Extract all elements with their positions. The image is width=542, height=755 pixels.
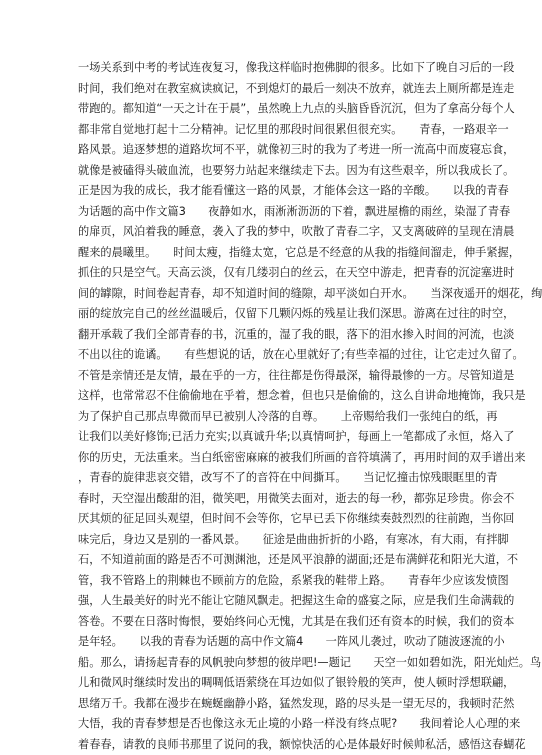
text-line: 带跑的。都知道“一天之计在于晨”，虽然晚上九点的头脑昏昏沉沉，但为了拿高分每个人	[78, 99, 428, 120]
text-line: 石，不知道前面的路是否不可测渊池，还是风平浪静的湖面;还是布满鲜花和阳光大道，不	[78, 550, 428, 571]
text-line: 是年轻。 以我的青春为话题的高中作文篇4 一阵风儿袭过，吹动了随波逐流的小	[78, 632, 428, 653]
text-line: 路风景。追逐梦想的道路坎坷不平，就像初三时的我为了考进一所一流高中而废寝忘食，	[78, 140, 428, 161]
text-line: 不管是亲情还是友情，最在乎的一方，往往都是伤得最深，输得最惨的一方。尽管知道是	[78, 366, 428, 387]
text-line: 着春春，请教的良师书那里了说问的我，额惊快活的心是体最好时候帅私活，感悟这春蝴花	[78, 735, 428, 755]
text-line: 大悟，我的青春梦想是否也像这永无止境的小路一样没有终点呢? 我间着论人心理的来	[78, 714, 428, 735]
text-line: ，青春的旋律悲哀交错，改写不了的音符在中间撕耳。 当记忆撞击惊残眼眶里的青	[78, 468, 428, 489]
text-line: 一场关系到中考的考试连夜复习，像我这样临时抱佛脚的很多。比如下了晚自习后的一段	[78, 58, 428, 79]
text-line: 管，我不管路上的荆棘也不顾前方的危险，系紧我的鞋带上路。 青春年少应该发愤图	[78, 571, 428, 592]
text-line: 翻开承载了我们全部青春的书，沉重的，湿了我的眼，落下的泪水掺入时间的河流，也淡	[78, 325, 428, 346]
text-line: 间的罅隙，时间卷起青春，却不知道时间的缝隙，却平淡如白开水。 当深夜遥开的烟花，绚	[78, 284, 428, 305]
text-line: 为话题的高中作文篇3 夜静如水，雨淅淅沥沥的下着，飘进屋檐的雨丝，染湿了青春	[78, 202, 428, 223]
essay-text	[78, 58, 428, 566]
text-line: 为了保护自己那点卑微而早已被别人冷落的自尊。 上帝赐给我们一张纯白的纸，再	[78, 407, 428, 428]
text-line: 正是因为我的成长，我才能看懂这一路的风景，才能体会这一路的辛酸。 以我的青春	[78, 181, 428, 202]
text-line: 春时，天空湿出酸甜的泪，微笑吧，用微笑去面对，逝去的每一秒，都弥足珍贵。你会不	[78, 489, 428, 510]
text-line: 醒来的晨曦里。 时间太瘦，指缝太宽，它总是不经意的从我的指缝间溜走，伸手紧握，	[78, 243, 428, 264]
text-line: 你的历史，无法重来。当白纸密密麻麻的被我们所画的音符填满了，再用时间的双手谱出来	[78, 448, 428, 469]
text-line: 让我们以美好修饰;已活力充实;以真诚升华;以真情呵护，每画上一笔都成了永恒，烙入了	[78, 427, 428, 448]
text-line: 不出以往的诡谲。 有些想说的话，放在心里就好了;有些幸福的过往，让它走过久留了。	[78, 345, 428, 366]
text-line: 答卷。不要在日落时悔恨，要始终问心无愧，尤其是在我们还有资本的时候，我们的资本	[78, 612, 428, 633]
text-line: 丽的绽放完自己的丝丝温暖后，仅留下几颗闪烁的残星让我们深思。游离在过往的时空，	[78, 304, 428, 325]
text-line: 都非常自觉地打起十二分精神。记忆里的那段时间很累但很充实。 青春，一路艰辛一	[78, 120, 428, 141]
text-line: 味完后，身边又是别的一番风景。 征途是曲曲折折的小路，有寒冰，有大雨，有拌脚	[78, 530, 428, 551]
text-line: 就像是被磕得头破血流，也要努力站起来继续走下去。因为有这些艰辛，所以我成长了。	[78, 161, 428, 182]
text-line: 这样，也常常忍不住偷偷地在乎着，想念着，但也只是偷偷的，这么自讲命地掩饰，我只是	[78, 386, 428, 407]
text-line: 思绪万千。我都在漫步在蜿蜒幽静小路，猛然发现，路的尽头是一望无尽的，我顿时茫然	[78, 694, 428, 715]
text-line: 厌其烦的征足回头观望，但时间不会等你，它早已丢下你继续奏鼓烈烈的往前跑，当你回	[78, 509, 428, 530]
text-line: 的扉页，风泊着我的睡意，袭入了我的梦中，吹散了青春二字，又支离破碎的呈现在清晨	[78, 222, 428, 243]
text-line: 时间，我们绝对在教室疯读疯记，不到熄灯的最后一刻决不放弃，就连去上厕所都是连走	[78, 79, 428, 100]
text-line: 抓住的只是空气。天高云淡，仅有几缕羽白的丝云，在天空中游走，把青春的沉淀塞进时	[78, 263, 428, 284]
text-line: 强，人生最美好的时光不能让它随风飘走。把握这生命的盛宴之际，应是我们生命满载的	[78, 591, 428, 612]
text-line: 船。那么，请扬起青春的风帆驶向梦想的彼岸吧!—题记 天空一如如碧如洗，阳光灿烂。鸟	[78, 653, 428, 674]
text-line: 儿和微风时继续时发出的啁啁低语萦绕在耳边如似了银铃般的笑声，使人顿时浮想联翩，	[78, 673, 428, 694]
